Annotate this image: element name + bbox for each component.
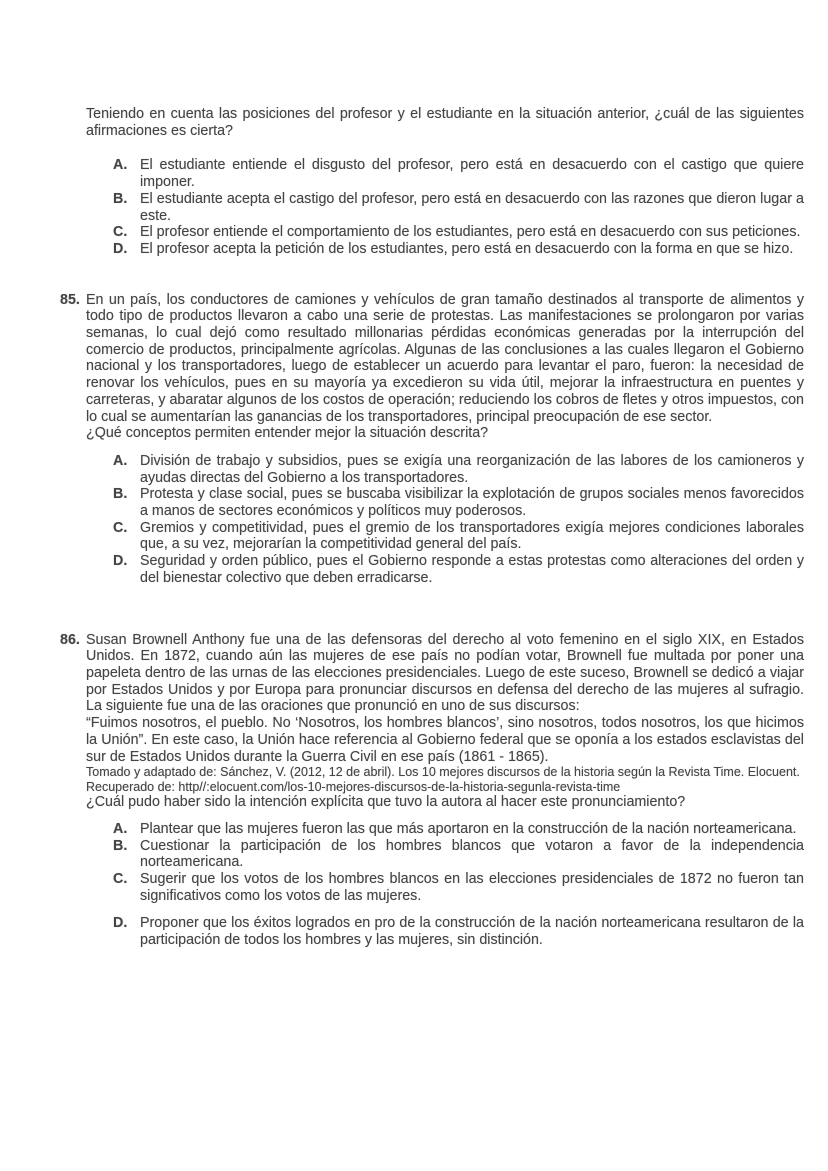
option-letter: B. — [113, 837, 128, 854]
option-b — [113, 486, 804, 519]
question-content — [86, 632, 804, 949]
option-text: Gremios y competitividad, pues el gremio de los transportadores exigía mejores condiciones laborales que, a su vez, mejorarían la competitividad general del país. — [140, 519, 804, 553]
option-c — [113, 520, 804, 553]
option-a — [113, 157, 804, 190]
options-list — [86, 453, 804, 587]
option-letter: C. — [113, 871, 128, 888]
question-body: En un país, los conductores de camiones y vehículos de gran tamaño destinados al transporte de alimentos y todo tipo de productos llevaron a cabo una serie de protestas. Las manifestaciones se prolongaron por varias semanas, lo cual dejó como resultado millonarias pérdidas económicas generadas por la interrupción del comercio de productos, principalmente agrícolas. Algunas de las conclusiones a las cuales llegaron el Gobierno nacional y los transportadores, luego de establecer un acuerdo para levantar el paro, fueron: la necesidad de renovar los vehículos, pues en su mayoría ya excedieron su vida útil, mejorar la infraestructura en puentes y carreteras, y abaratar algunos de los costos de operación; reduciendo los cobros de fletes y otros impuestos, con lo cual se aumentarían las ganancias de los transportadores, principal preocupación de ese sector. — [86, 291, 804, 425]
question-prompt: ¿Cuál pudo haber sido la intención explícita que tuvo la autora al hacer este pronunciamiento? — [86, 794, 686, 811]
option-a — [113, 453, 804, 486]
option-letter: A. — [113, 820, 128, 837]
option-c — [113, 224, 804, 241]
question-prompt: ¿Qué conceptos permiten entender mejor la situación descrita? — [86, 425, 489, 442]
source-citation: Tomado y adaptado de: Sánchez, V. (2012, 12 de abril). Los 10 mejores discursos de la historia según la Revista Time. Elocuent. Recuperado de: http//:elocuent.com/los-10-mejores-discursos-de-la-historia-segunla-revista-time — [86, 765, 800, 794]
option-letter: C. — [113, 224, 128, 241]
option-text: Proponer que los éxitos logrados en pro de la construcción de la nación norteamericana resultaron de la participación de todos los hombres y las mujeres, sin distinción. — [140, 915, 804, 949]
option-b — [113, 191, 804, 224]
option-letter: D. — [113, 915, 128, 932]
option-text: El profesor acepta la petición de los estudiantes, pero está en desacuerdo con la forma en que se hizo. — [140, 240, 794, 257]
option-letter: A. — [113, 157, 128, 174]
option-b — [113, 838, 804, 871]
question-number: 85. — [60, 291, 80, 308]
option-d — [113, 241, 804, 258]
option-text: Sugerir que los votos de los hombres blancos en las elecciones presidenciales de 1872 no fueron tan significativos como los votos de las mujeres. — [140, 871, 804, 904]
question-body: Susan Brownell Anthony fue una de las defensoras del derecho al voto femenino en el siglo XIX, en Estados Unidos. En 1872, cuando aún las mujeres de ese país no podían votar, Brownell fue multada por poner una papeleta dentro de las urnas de las elecciones presidenciales. Luego de este suceso, Brownell se dedicó a viajar por Estados Unidos y por Europa para pronunciar discursos en defensa del derecho de las mujeres al sufragio. La siguiente fue una de las oraciones que pronunció en uno de sus discursos: — [86, 631, 804, 715]
option-letter: D. — [113, 553, 128, 570]
question-content — [86, 292, 804, 587]
option-letter: B. — [113, 486, 128, 503]
option-d — [113, 915, 804, 948]
option-letter: B. — [113, 190, 128, 207]
question-prompt: Teniendo en cuenta las posiciones del profesor y el estudiante en la situación anterior, ¿cuál de las siguientes afirmaciones es cierta? — [86, 106, 804, 139]
option-text: El estudiante acepta el castigo del profesor, pero está en desacuerdo con las razones que dieron lugar a este. — [140, 190, 804, 224]
quote-paragraph: “Fuimos nosotros, el pueblo. No ‘Nosotros, los hombres blancos’, sino nosotros, todos nosotros, los que hicimos la Unión”. En este caso, la Unión hace referencia al Gobierno federal que se oponía a los estados esclavistas del sur de Estados Unidos durante la Guerra Civil en ese país (1861 - 1865). — [86, 715, 804, 765]
option-text: División de trabajo y subsidios, pues se exigía una reorganización de las labores de los camioneros y ayudas directas del Gobierno a los transportadores. — [140, 452, 804, 486]
options-list — [86, 821, 804, 949]
question-number: 86. — [60, 631, 80, 648]
option-letter: A. — [113, 452, 128, 469]
question-content — [86, 106, 804, 258]
question-block-2 — [60, 292, 804, 587]
option-a — [113, 821, 804, 838]
option-text: Seguridad y orden público, pues el Gobierno responde a estas protestas como alteraciones del orden y del bienestar colectivo que deben erradicarse. — [140, 553, 804, 586]
option-d — [113, 553, 804, 586]
question-block-3 — [60, 632, 804, 949]
question-block-1 — [60, 106, 804, 258]
option-text: Protesta y clase social, pues se buscaba visibilizar la explotación de grupos sociales menos favorecidos a manos de sectores económicos y políticos muy poderosos. — [140, 486, 804, 520]
option-text: El estudiante entiende el disgusto del profesor, pero está en desacuerdo con el castigo que quiere imponer. — [140, 157, 804, 191]
options-list — [86, 157, 804, 257]
option-text: El profesor entiende el comportamiento de los estudiantes, pero está en desacuerdo con sus peticiones. — [140, 224, 801, 241]
option-letter: D. — [113, 240, 128, 257]
option-letter: C. — [113, 519, 128, 536]
option-text: Plantear que las mujeres fueron las que más aportaron en la construcción de la nación norteamericana. — [140, 820, 797, 837]
option-c — [113, 871, 804, 904]
option-text: Cuestionar la participación de los hombres blancos que votaron a favor de la independencia norteamericana. — [140, 837, 804, 871]
